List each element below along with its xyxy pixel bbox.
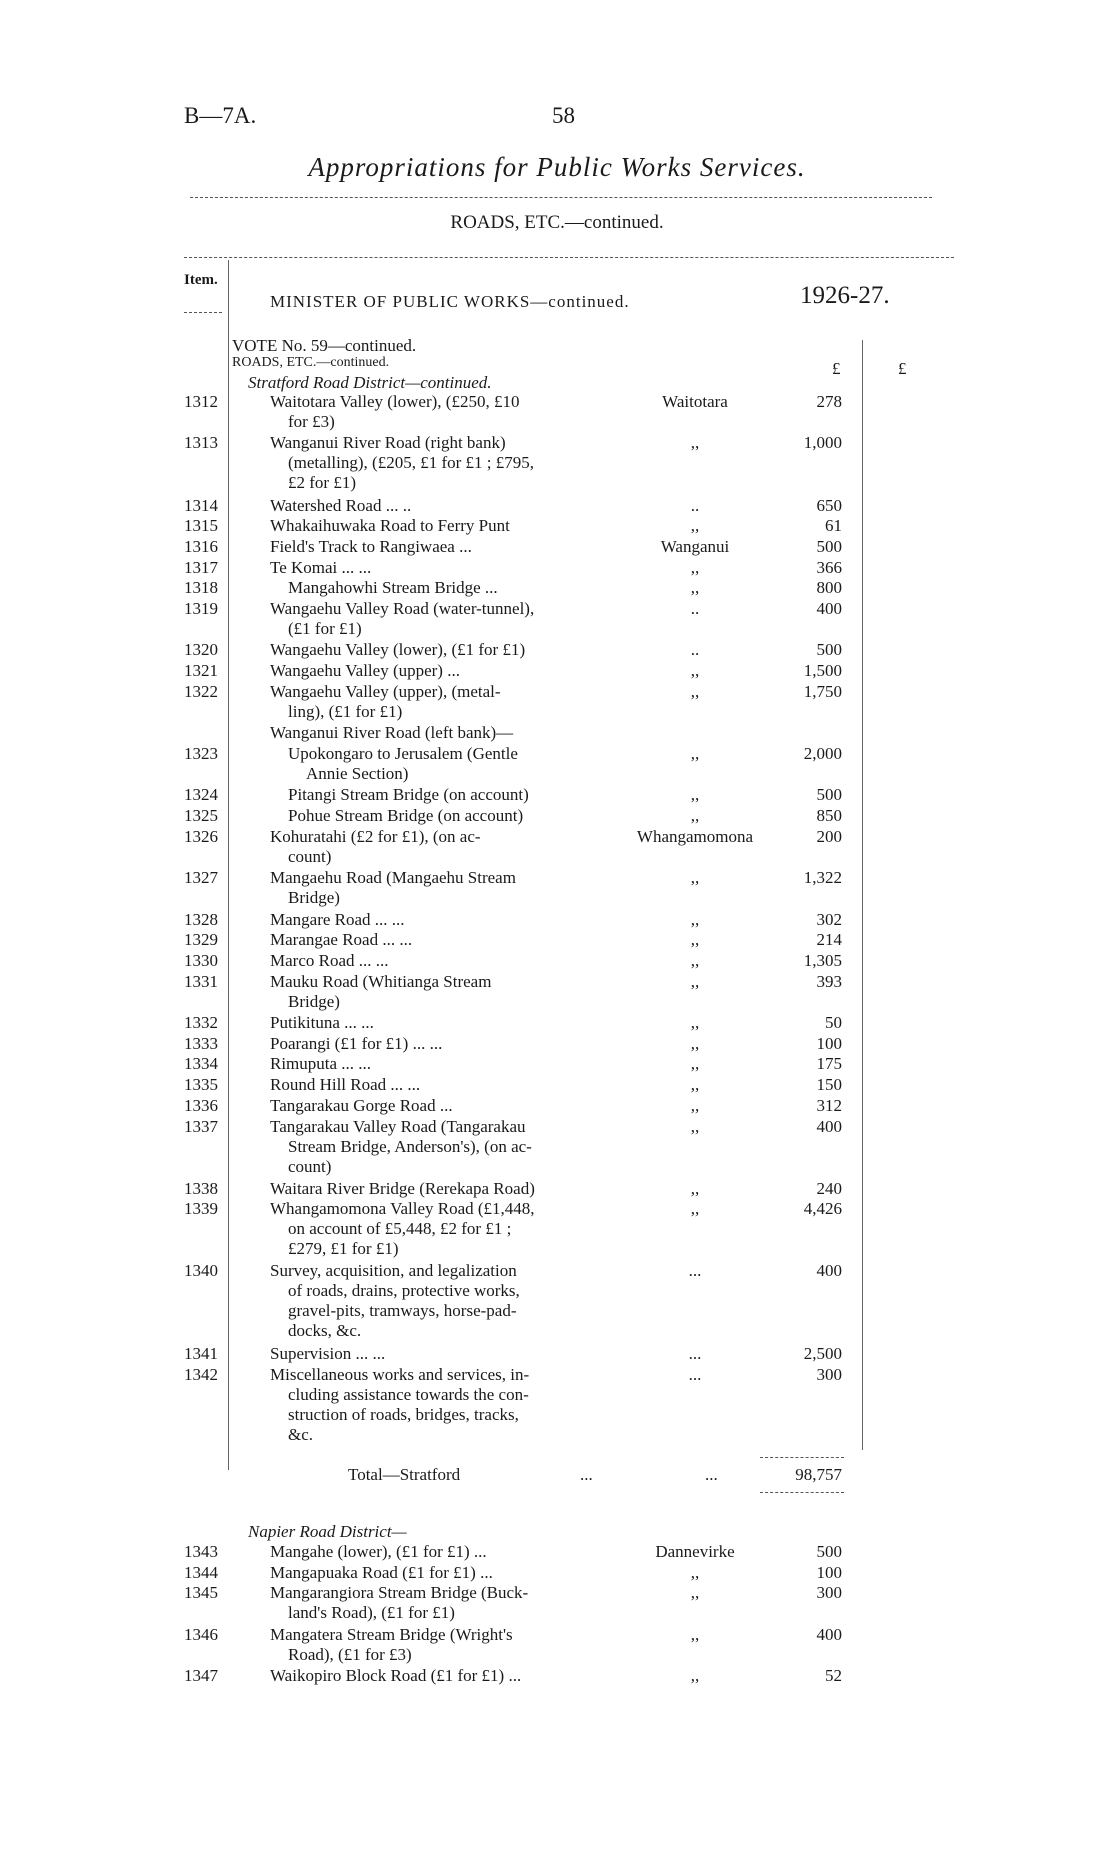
district-location: ,, <box>690 1624 700 1644</box>
district-location: ,, <box>690 661 700 681</box>
item-number: 1342 <box>184 1364 218 1384</box>
item-column-heading: Item. <box>184 272 218 288</box>
item-number: 1322 <box>184 681 218 701</box>
description-line: Tangarakau Gorge Road ... <box>270 1095 453 1115</box>
total-rule-bottom <box>760 1492 844 1493</box>
district-heading-stratford: Stratford Road District—continued. <box>248 373 492 392</box>
item-number: 1317 <box>184 557 218 577</box>
amount-value: 500 <box>816 536 842 556</box>
description-line: Mangahe (lower), (£1 for £1) ... <box>270 1542 487 1561</box>
district-location: .. <box>690 640 700 660</box>
description-line: Wangaehu Valley (upper), (metal- <box>270 681 501 701</box>
vote-heading: VOTE No. 59—continued. <box>232 336 417 355</box>
district-location: ,, <box>690 557 700 577</box>
description-line: Survey, acquisition, and legalization <box>270 1261 517 1281</box>
description-line: of roads, drains, protective works, <box>288 1281 520 1301</box>
item-number: 1324 <box>184 785 218 805</box>
item-number: 1331 <box>184 971 218 991</box>
item-number: 1316 <box>184 536 218 556</box>
item-description <box>270 496 610 516</box>
item-description <box>270 433 610 493</box>
amount-value: 312 <box>816 1095 842 1115</box>
district-location: ,, <box>690 681 700 701</box>
description-line: on account of £5,448, £2 for £1 ; <box>288 1219 512 1239</box>
district-location: ... <box>688 1344 702 1364</box>
amount-value: 500 <box>816 785 842 805</box>
district-location: ,, <box>690 868 700 888</box>
item-number: 1338 <box>184 1178 218 1198</box>
total-label: Total—Stratford <box>348 1465 461 1484</box>
item-description <box>288 806 610 826</box>
item-description <box>270 392 610 432</box>
description-line: Whakaihuwaka Road to Ferry Punt <box>270 516 510 536</box>
item-number: 1328 <box>184 909 218 929</box>
item-number: 1345 <box>184 1583 218 1603</box>
item-description <box>270 1365 610 1445</box>
item-description <box>288 578 610 598</box>
description-line: Pohue Stream Bridge (on account) <box>288 806 524 825</box>
amount-value: 4,426 <box>803 1199 842 1219</box>
amount-value: 52 <box>825 1666 842 1686</box>
item-number: 1337 <box>184 1116 218 1136</box>
item-description <box>288 785 610 805</box>
currency-label-total: £ <box>898 359 907 378</box>
description-line: £2 for £1) <box>288 473 356 493</box>
amount-value: 100 <box>816 1033 842 1053</box>
item-number: 1320 <box>184 640 218 660</box>
description-line: Wangaehu Valley (upper) ... <box>270 661 460 681</box>
amount-value: 300 <box>816 1583 842 1603</box>
description-line: Mangahowhi Stream Bridge ... <box>288 578 498 598</box>
description-line: Rimuputa ... ... <box>270 1054 372 1074</box>
description-line: (£1 for £1) <box>288 619 362 638</box>
item-number: 1314 <box>184 495 218 515</box>
description-line: Mauku Road (Whitianga Stream <box>270 971 492 991</box>
district-location: ,, <box>690 1054 700 1074</box>
item-description <box>270 1542 610 1562</box>
district-location: ,, <box>690 1033 700 1053</box>
district-location: Waitotara <box>662 392 728 411</box>
item-description <box>270 1563 610 1583</box>
total-leader-dots: ... <box>705 1465 718 1484</box>
item-description <box>270 682 610 722</box>
item-description <box>270 1013 610 1033</box>
amount-value: 400 <box>816 1261 842 1281</box>
amount-value: 400 <box>816 1624 842 1644</box>
district-location: ... <box>688 1364 702 1384</box>
item-description <box>270 951 610 971</box>
amount-value: 400 <box>816 1116 842 1136</box>
item-number: 1313 <box>184 433 218 453</box>
description-line: Round Hill Road ... ... <box>270 1075 421 1095</box>
item-number: 1332 <box>184 1013 218 1032</box>
item-number: 1344 <box>184 1562 218 1582</box>
item-description <box>270 1625 610 1665</box>
title-divider <box>190 197 932 198</box>
amount-value: 1,000 <box>803 433 842 453</box>
description-line: Annie Section) <box>306 763 409 783</box>
description-line: Watershed Road ... .. <box>270 495 412 515</box>
item-number: 1336 <box>184 1095 218 1115</box>
amount-value: 1,305 <box>803 950 842 970</box>
district-location: .. <box>690 495 700 515</box>
amount-value: 850 <box>816 806 842 825</box>
item-heading-rule <box>184 312 222 313</box>
amount-value: 393 <box>816 971 842 991</box>
item-description <box>270 1075 610 1095</box>
description-line: Pitangi Stream Bridge (on account) <box>288 785 529 805</box>
item-number: 1319 <box>184 599 218 618</box>
item-number: 1347 <box>184 1666 218 1686</box>
amount-value: 2,000 <box>803 743 842 763</box>
district-location: ,, <box>690 806 700 825</box>
description-line: (metalling), (£205, £1 for £1 ; £795, <box>288 453 534 473</box>
item-description <box>270 1179 610 1199</box>
amount-column-divider <box>862 340 863 1450</box>
description-line: Miscellaneous works and services, in- <box>270 1364 530 1384</box>
amount-value: 61 <box>825 516 842 536</box>
amount-value: 650 <box>816 495 842 515</box>
description-line: Bridge) <box>288 991 340 1011</box>
item-number: 1333 <box>184 1033 218 1053</box>
description-line: Te Komai ... ... <box>270 557 372 577</box>
district-location: ,, <box>690 578 700 598</box>
district-location: ,, <box>690 1116 700 1136</box>
amount-value: 175 <box>816 1054 842 1074</box>
district-location: ,, <box>690 1199 700 1219</box>
item-description <box>270 661 610 681</box>
amount-value: 240 <box>816 1178 842 1198</box>
amount-value: 366 <box>816 557 842 577</box>
amount-value: 2,500 <box>803 1344 842 1364</box>
district-location: ,, <box>690 1562 700 1582</box>
item-number: 1325 <box>184 806 218 825</box>
item-description <box>270 723 610 743</box>
description-line: Stream Bridge, Anderson's), (on ac- <box>288 1136 532 1156</box>
item-description <box>270 537 610 557</box>
amount-value: 500 <box>816 640 842 660</box>
description-line: Field's Track to Rangiwaea ... <box>270 536 472 556</box>
description-line: Mangaehu Road (Mangaehu Stream <box>270 868 516 888</box>
description-line: docks, &c. <box>288 1321 362 1341</box>
amount-value: 500 <box>816 1542 842 1561</box>
item-description <box>270 910 610 930</box>
district-location: ,, <box>690 1095 700 1115</box>
description-line: Waikopiro Block Road (£1 for £1) ... <box>270 1666 522 1686</box>
item-description <box>270 1666 610 1686</box>
district-location: ,, <box>690 433 700 453</box>
district-location: .. <box>690 599 700 618</box>
item-number: 1329 <box>184 930 218 950</box>
description-line: Mangatera Stream Bridge (Wright's <box>270 1624 513 1644</box>
amount-value: 214 <box>816 930 842 950</box>
page-title: Appropriations for Public Works Services. <box>308 152 806 182</box>
district-location: ,, <box>690 1178 700 1198</box>
item-number: 1327 <box>184 868 218 888</box>
item-description <box>270 930 610 950</box>
amount-value: 400 <box>816 599 842 618</box>
district-location: ,, <box>690 909 700 929</box>
item-description <box>270 558 610 578</box>
description-line: Kohuratahi (£2 for £1), (on ac- <box>270 826 481 846</box>
ministry-heading: MINISTER OF PUBLIC WORKS—continued. <box>270 292 630 311</box>
total-amount: 98,757 <box>795 1465 842 1484</box>
description-line: Marangae Road ... ... <box>270 930 413 950</box>
item-number: 1326 <box>184 826 218 846</box>
district-location: ,, <box>690 1075 700 1095</box>
district-location: Whangamomona <box>636 826 754 846</box>
item-description <box>270 1199 610 1259</box>
year-heading: 1926-27. <box>800 282 890 309</box>
district-location: Dannevirke <box>655 1542 735 1561</box>
currency-label-amount: £ <box>832 359 841 378</box>
description-line: for £3) <box>288 412 335 431</box>
description-line: £279, £1 for £1) <box>288 1239 399 1259</box>
description-line: Road), (£1 for £3) <box>288 1644 412 1664</box>
description-line: Mangarangiora Stream Bridge (Buck- <box>270 1583 529 1603</box>
district-location: ,, <box>690 930 700 950</box>
description-line: &c. <box>288 1424 314 1444</box>
description-line: Putikituna ... ... <box>270 1013 374 1032</box>
district-location: ,, <box>690 785 700 805</box>
item-description <box>270 1583 610 1623</box>
vote-subhead: ROADS, ETC.—continued. <box>232 355 390 370</box>
description-line: ling), (£1 for £1) <box>288 701 403 721</box>
district-location: ,, <box>690 1666 700 1686</box>
item-description <box>270 972 610 1012</box>
district-location: ,, <box>690 971 700 991</box>
item-description <box>270 640 610 660</box>
description-line: cluding assistance towards the con- <box>288 1384 529 1404</box>
description-line: Wanganui River Road (right bank) <box>270 433 506 453</box>
district-heading-napier: Napier Road District— <box>248 1522 407 1541</box>
description-line: land's Road), (£1 for £1) <box>288 1603 455 1623</box>
description-line: Waitotara Valley (lower), (£250, £10 <box>270 392 520 411</box>
district-location: ,, <box>690 743 700 763</box>
item-number: 1312 <box>184 392 218 411</box>
description-line: Mangapuaka Road (£1 for £1) ... <box>270 1562 493 1582</box>
description-line: gravel-pits, tramways, horse-pad- <box>288 1301 517 1321</box>
description-line: struction of roads, bridges, tracks, <box>288 1404 519 1424</box>
amount-value: 150 <box>816 1075 842 1095</box>
district-location: ,, <box>690 1583 700 1603</box>
district-location: ... <box>688 1261 702 1281</box>
item-description <box>270 827 610 867</box>
amount-value: 1,500 <box>803 661 842 681</box>
amount-value: 278 <box>816 392 842 411</box>
description-line: Tangarakau Valley Road (Tangarakau <box>270 1116 526 1136</box>
item-description <box>288 744 610 784</box>
item-description <box>270 1054 610 1074</box>
description-line: Whangamomona Valley Road (£1,448, <box>270 1199 535 1219</box>
item-description <box>270 1261 610 1341</box>
item-description <box>270 1096 610 1116</box>
item-number: 1318 <box>184 578 218 598</box>
item-number: 1334 <box>184 1054 218 1074</box>
description-line: Wangaehu Valley (lower), (£1 for £1) <box>270 640 526 660</box>
description-line: Poarangi (£1 for £1) ... ... <box>270 1033 443 1053</box>
amount-value: 100 <box>816 1562 842 1582</box>
description-line: Mangare Road ... ... <box>270 909 405 929</box>
amount-value: 200 <box>816 826 842 846</box>
description-line: Marco Road ... ... <box>270 950 389 970</box>
description-line: Bridge) <box>288 888 340 908</box>
item-number: 1343 <box>184 1542 218 1561</box>
total-leader-dots: ... <box>580 1465 593 1484</box>
item-description <box>270 516 610 536</box>
item-number: 1315 <box>184 516 218 536</box>
item-description <box>270 1034 610 1054</box>
amount-value: 800 <box>816 578 842 598</box>
description-line: count) <box>288 1156 332 1176</box>
item-number: 1341 <box>184 1344 218 1364</box>
item-number: 1321 <box>184 661 218 681</box>
item-number: 1323 <box>184 743 218 763</box>
description-line: count) <box>288 846 332 866</box>
header-top-rule <box>184 257 954 258</box>
item-number: 1330 <box>184 950 218 970</box>
amount-value: 1,322 <box>803 868 842 888</box>
item-number: 1346 <box>184 1624 218 1644</box>
description-line: Wanganui River Road (left bank)— <box>270 723 514 743</box>
description-line: Supervision ... ... <box>270 1344 386 1364</box>
amount-value: 1,750 <box>803 681 842 701</box>
description-line: Wangaehu Valley Road (water-tunnel), <box>270 599 535 618</box>
item-description <box>270 599 610 639</box>
page-number: 58 <box>552 103 575 128</box>
item-description <box>270 868 610 908</box>
item-description <box>270 1117 610 1177</box>
section-heading: ROADS, ETC.—continued. <box>450 212 664 233</box>
item-number: 1339 <box>184 1199 218 1219</box>
district-location: ,, <box>690 1013 700 1032</box>
item-description <box>270 1344 610 1364</box>
district-location: Wanganui <box>660 536 730 556</box>
amount-value: 302 <box>816 909 842 929</box>
amount-value: 300 <box>816 1364 842 1384</box>
document-code: B—7A. <box>184 103 257 128</box>
description-line: Waitara River Bridge (Rerekapa Road) <box>270 1178 535 1198</box>
amount-value: 50 <box>825 1013 842 1032</box>
item-number: 1340 <box>184 1261 218 1281</box>
district-location: ,, <box>690 516 700 536</box>
total-rule-top <box>760 1457 844 1458</box>
description-line: Upokongaro to Jerusalem (Gentle <box>288 743 518 763</box>
district-location: ,, <box>690 950 700 970</box>
item-number: 1335 <box>184 1075 218 1095</box>
